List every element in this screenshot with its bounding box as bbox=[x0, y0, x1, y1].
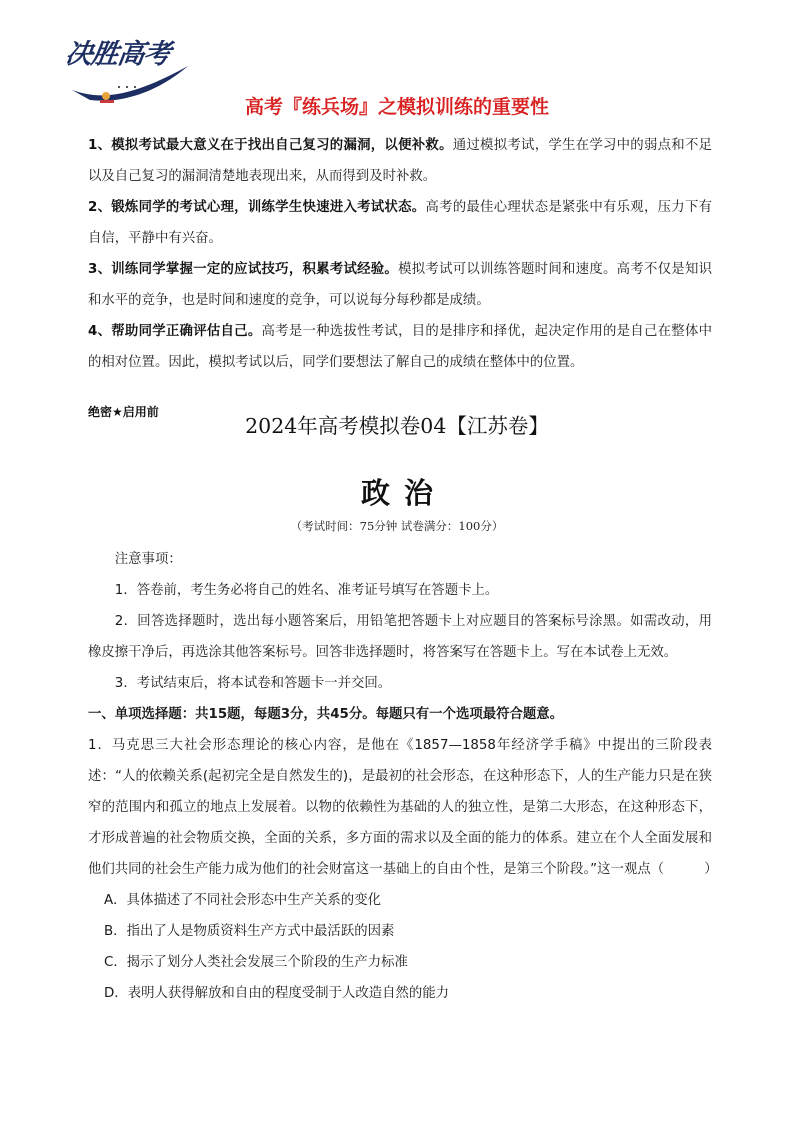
intro-point-text: 通过模拟考试，学生在学习中的弱点和不足以及自己复习的漏洞清楚地表现出来，从而得到及时补救。 bbox=[88, 138, 712, 184]
intro-points bbox=[88, 130, 712, 378]
intro-point bbox=[88, 254, 712, 316]
exam-subject: 政治 bbox=[360, 476, 447, 510]
notice-item: 3．考试结束后，将本试卷和答题卡一并交回。 bbox=[114, 676, 392, 691]
intro-point-lead: 2、锻炼同学的考试心理，训练学生快速进入考试状态。 bbox=[88, 200, 426, 215]
exam-body bbox=[88, 544, 718, 1009]
section-heading: 一、单项选择题：共15题，每题3分，共45分。每题只有一个选项最符合题意。 bbox=[88, 707, 564, 722]
option-c: C．揭示了划分人类社会发展三个阶段的生产力标准 bbox=[104, 955, 408, 970]
notice-item: 1．答卷前，考生务必将自己的姓名、准考证号填写在答题卡上。 bbox=[114, 583, 499, 598]
notice-item: 2．回答选择题时，选出每小题答案后，用铅笔把答题卡上对应题目的答案标号涂黑。如需改动，用橡皮擦干净后，再选涂其他答案标号。回答非选择题时，将答案写在答题卡上。写在本试卷上无效。 bbox=[88, 614, 712, 660]
option-d: D．表明人获得解放和自由的程度受制于人改造自然的能力 bbox=[104, 986, 450, 1001]
intro-point-lead: 4、帮助同学正确评估自己。 bbox=[88, 324, 262, 339]
secret-label: 绝密★启用前 bbox=[88, 405, 159, 419]
option-a: A．具体描述了不同社会形态中生产关系的变化 bbox=[104, 893, 381, 908]
intro-point-text: 高考是一种选拔性考试，目的是排序和择优，起决定作用的是自己在整体中的相对位置。因此，模拟考试以后，同学们要想法了解自己的成绩在整体中的位置。 bbox=[88, 324, 712, 370]
intro-point bbox=[88, 316, 712, 378]
question-stem: 1．马克思三大社会形态理论的核心内容，是他在《1857—1858年经济学手稿》中提出的三阶段表述：“人的依赖关系(起初完全是自然发生的)，是最初的社会形态，在这种形态下，人的生产能力只是在狭窄的范围内和孤立的地点上发展着。以物的依赖性为基础的人的独立性，是第二大形态，在这种形态下，才形成普遍的社会物质交换，全面的关系，多方面的需求以及全面的能力的体系。建立在个人全面发展和他们共同的社会生产能力成为他们的社会财富这一基础上的自由个性，是第三个阶段。”这一观点（ ） bbox=[88, 738, 718, 877]
exam-info: （考试时间：75分钟 试卷满分：100分） bbox=[290, 519, 504, 533]
intro-point-lead: 1、模拟考试最大意义在于找出自己复习的漏洞，以便补救。 bbox=[88, 138, 453, 153]
intro-point bbox=[88, 192, 712, 254]
logo-text: 决胜高考 bbox=[63, 39, 172, 70]
intro-point-lead: 3、训练同学掌握一定的应试技巧，积累考试经验。 bbox=[88, 262, 399, 277]
intro-point bbox=[88, 130, 712, 192]
option-b: B．指出了人是物质资料生产方式中最活跃的因素 bbox=[104, 924, 395, 939]
notice-heading: 注意事项： bbox=[114, 552, 182, 567]
intro-point-text: 高考的最佳心理状态是紧张中有乐观，压力下有自信，平静中有兴奋。 bbox=[88, 200, 712, 246]
intro-point-text: 模拟考试可以训练答题时间和速度。高考不仅是知识和水平的竞争，也是时间和速度的竞争，可以说每分每秒都是成绩。 bbox=[88, 262, 712, 308]
exam-title: 2024年高考模拟卷04【江苏卷】 bbox=[245, 414, 549, 438]
banner-title: 高考『练兵场』之模拟训练的重要性 bbox=[244, 96, 549, 118]
